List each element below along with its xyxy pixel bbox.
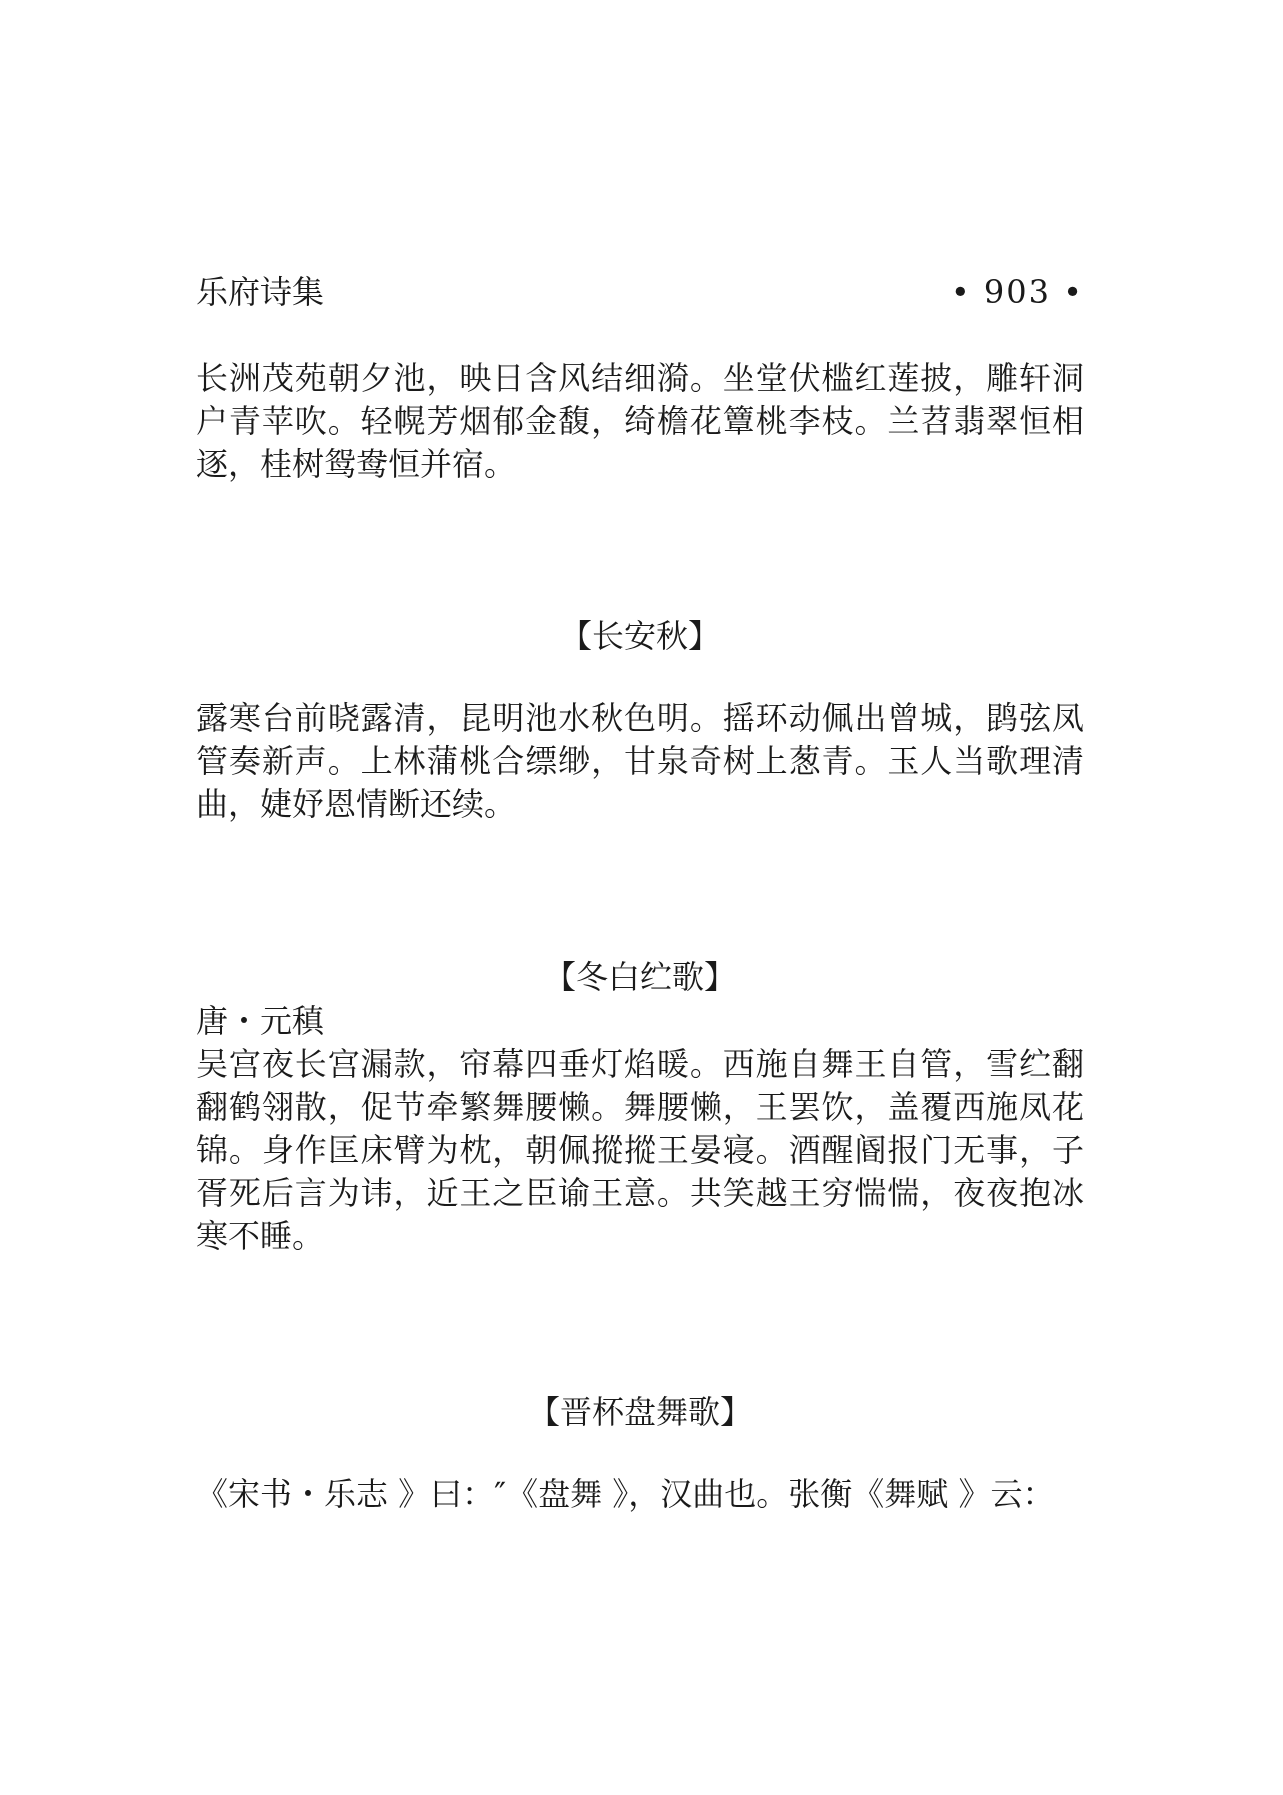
poem-text-changan-qiu: 露寒台前晓露清，昆明池水秋色明。摇环动佩出曾城，鹍弦凤管奏新声。上林蒲桃合缥缈，甘泉奇树上葱青。玉人当歌理清曲，婕妤恩情断还续。 [196, 699, 1084, 823]
running-header [196, 270, 1084, 314]
poem-author: 唐・元稹 [196, 1002, 325, 1040]
poem-text-dong-baizhu-ge: 吴宫夜长宫漏款，帘幕四垂灯焰暖。西施自舞王自管，雪纻翻翻鹤翎散，促节牵繁舞腰懒。舞腰懒，王罢饮，盖覆西施凤花锦。身作匡床臂为枕，朝佩摐摐王晏寝。酒醒阍报门无事，子胥死后言为讳，近王之臣谕王意。共笑越王穷惴惴，夜夜抱冰寒不睡。 [196, 1045, 1084, 1255]
poem-intro-jin-beipan-wuge: 《宋书・乐志 》曰：″《盘舞 》，汉曲也。张衡《舞赋 》云： [196, 1475, 1055, 1513]
poem-title-jin-beipan-wuge: 【晋杯盘舞歌】 [527, 1393, 752, 1431]
book-title: 乐府诗集 [196, 273, 325, 311]
page-number: • 903 • [950, 273, 1084, 311]
poem-text-continued: 长洲茂苑朝夕池，映日含风结细漪。坐堂伏槛红莲披，雕轩洞户青苹吹。轻幌芳烟郁金馥，绮檐花簟桃李枝。兰苕翡翠恒相逐，桂树鸳鸯恒并宿。 [196, 359, 1084, 483]
poem-title-dong-baizhu-ge: 【冬白纻歌】 [543, 958, 736, 996]
poem-title-changan-qiu: 【长安秋】 [559, 617, 720, 655]
